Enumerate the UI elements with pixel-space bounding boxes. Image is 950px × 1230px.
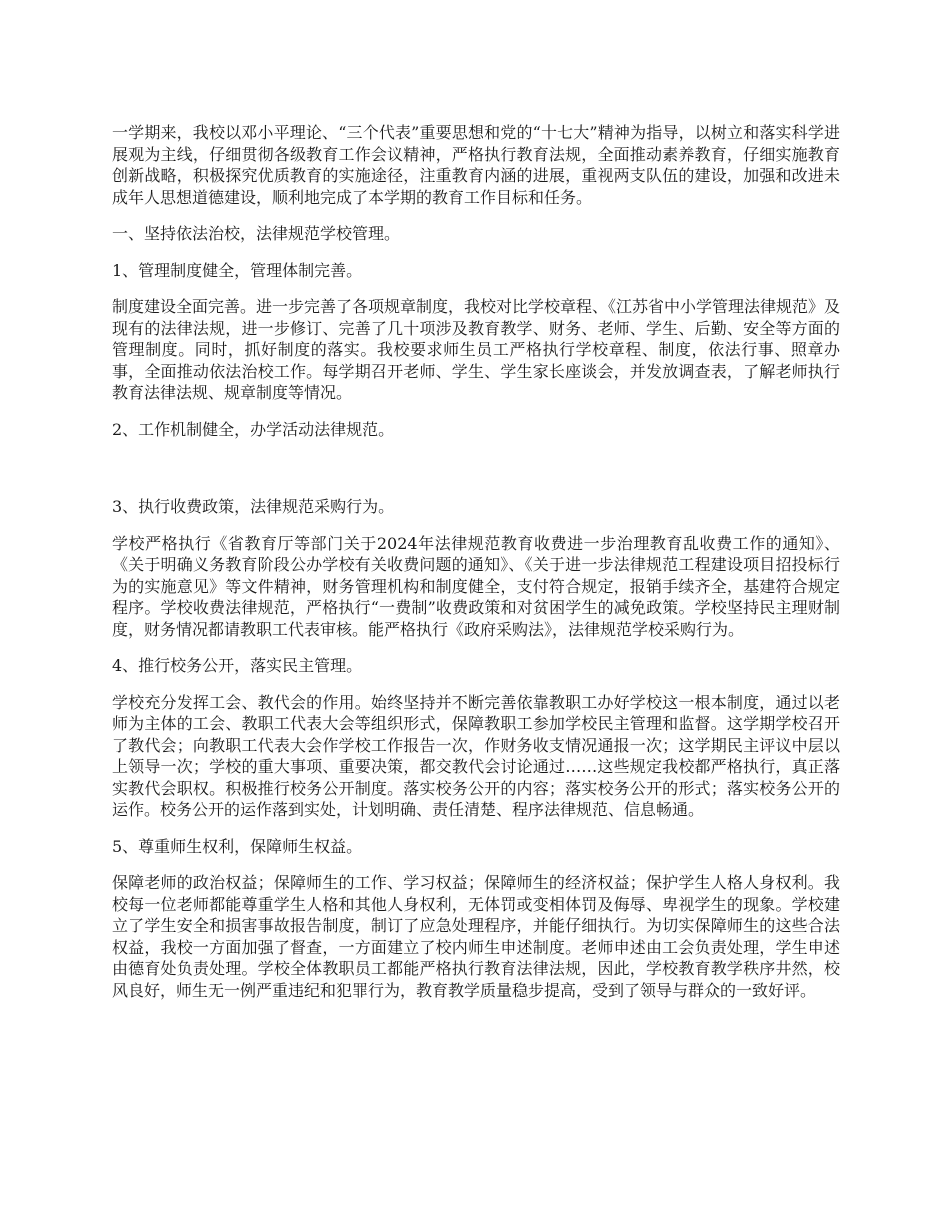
body-paragraph-3: 学校严格执行《省教育厅等部门关于2024年法律规范教育收费进一步治理教育乱收费工作的通知》、《关于明确义务教育阶段公办学校有关收费问题的通知》、《关于进一步法律规范工程建设项目招投标行为的实施意见》等文件精神，财务管理机构和制度健全，支付符合规定，报销手续齐全，基建符合规定程序。学校收费法律规范，严格执行“一费制”收费政策和对贫困学生的减免政策。学校坚持民主理财制度，财务情况都请教职工代表审核。能严格执行《政府采购法》，法律规范学校采购行为。 (112, 533, 840, 639)
subheading-1: 1、管理制度健全，管理体制完善。 (112, 260, 363, 280)
subheading-3: 3、执行收费政策，法律规范采购行为。 (112, 497, 395, 516)
subheading-5: 5、尊重师生权利，保障师生权益。 (112, 836, 363, 856)
subheading-4: 4、推行校务公开，落实民主管理。 (112, 656, 363, 675)
body-paragraph-1: 制度建设全面完善。进一步完善了各项规章制度，我校对比学校章程、《江苏省中小学管理法律规范》及现有的法律法规，进一步修订、完善了几十项涉及教育教学、财务、老师、学生、后勤、安全等方面的管理制度。同时，抓好制度的落实。我校要求师生员工严格执行学校章程、制度，依法行事、照章办事，全面推动依法治校工作。每学期召开老师、学生、学生家长座谈会，并发放调查表，了解老师执行教育法律法规、规章制度等情况。 (112, 297, 841, 402)
body-paragraph-5: 保障老师的政治权益；保障师生的工作、学习权益；保障师生的经济权益；保护学生人格人身权利。我校每一位老师都能尊重学生人格和其他人身权利，无体罚或变相体罚及侮辱、卑视学生的现象。学校建立了学生安全和损害事故报告制度，制订了应急处理程序，并能仔细执行。为切实保障师生的这些合法权益，我校一方面加强了督查，一方面建立了校内师生申述制度。老师申述由工会负责处理，学生申述由德育处负责处理。学校全体教职员工都能严格执行教育法律法规，因此，学校教育教学秩序井然，校风良好，师生无一例严重违纪和犯罪行为，教育教学质量稳步提高，受到了领导与群众的一致好评。 (112, 873, 840, 1000)
subheading-2: 2、工作机制健全，办学活动法律规范。 (112, 419, 395, 439)
document-body (112, 122, 840, 1016)
intro-paragraph: 一学期来，我校以邓小平理论、“三个代表”重要思想和党的“十七大”精神为指导，以树立和落实科学进展观为主线，仔细贯彻各级教育工作会议精神，严格执行教育法规，全面推动素养教育，仔细实施教育创新战略，积极探究优质教育的实施途径，注重教育内涵的进展，重视两支队伍的建设，加强和改进未成年人思想道德建设，顺利地完成了本学期的教育工作目标和任务。 (112, 123, 840, 207)
section-heading-1: 一、坚持依法治校，法律规范学校管理。 (112, 224, 401, 243)
body-paragraph-4: 学校充分发挥工会、教代会的作用。始终坚持并不断完善依靠教职工办好学校这一根本制度，通过以老师为主体的工会、教职工代表大会等组织形式，保障教职工参加学校民主管理和监督。这学期学校召开了教代会；向教职工代表大会作学校工作报告一次，作财务收支情况通报一次；这学期民主评议中层以上领导一次；学校的重大事项、重要决策，都交教代会讨论通过……这些规定我校都严格执行，真正落实教代会职权。积极推行校务公开制度。落实校务公开的内容；落实校务公开的形式；落实校务公开的运作。校务公开的运作落到实处，计划明确、责任清楚、程序法律规范、信息畅通。 (112, 692, 840, 819)
